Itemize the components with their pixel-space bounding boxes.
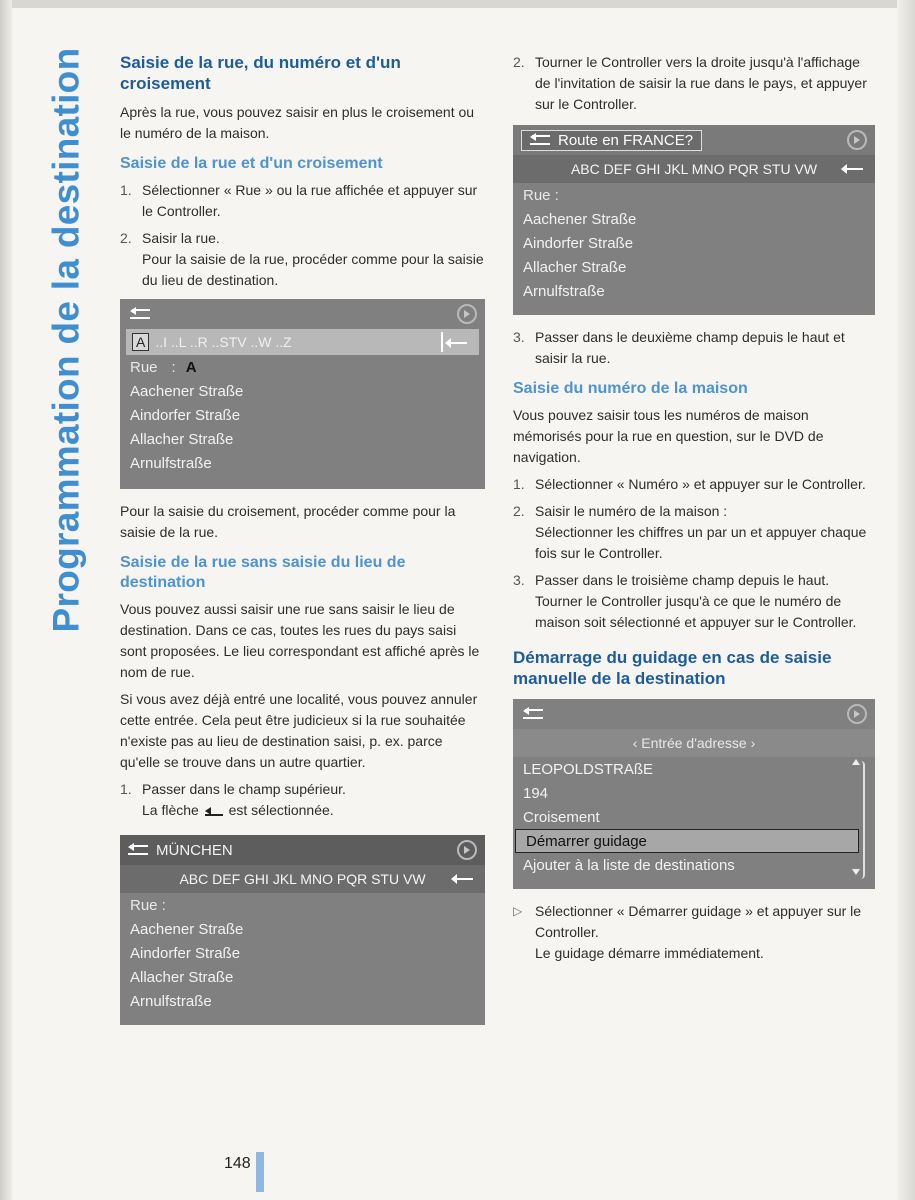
step-item: [120, 180, 485, 222]
street-option[interactable]: Aachener Straße: [523, 210, 637, 228]
section-heading-street-number: Saisie de la rue, du numéro et d'un croisement: [120, 53, 401, 93]
address-crossing[interactable]: Croisement: [523, 808, 600, 826]
street-option[interactable]: Arnulfstraße: [523, 282, 605, 300]
street-option[interactable]: Arnulfstraße: [130, 454, 212, 472]
street-option[interactable]: Arnulfstraße: [130, 992, 212, 1010]
step-item: [120, 779, 485, 821]
left-column: [120, 52, 485, 1037]
step-item: [120, 228, 485, 291]
street-option[interactable]: Allacher Straße: [523, 258, 627, 276]
typed-text: A: [185, 358, 197, 376]
step-text: Saisir le numéro de la maison :: [535, 503, 728, 519]
step-text: Pour la saisie de la rue, procéder comme pour la saisie du lieu de destination.: [142, 251, 484, 288]
alphabet-speller-row[interactable]: [126, 329, 479, 355]
page-tab-marker: [256, 1152, 264, 1192]
screen-route-france: [513, 125, 875, 315]
step-text: La flèche: [142, 802, 199, 818]
cursor-bar: [441, 332, 443, 352]
step-number: 1.: [120, 781, 132, 797]
step-item: [513, 501, 875, 564]
back-arrow-icon[interactable]: [128, 843, 148, 857]
step-text: Sélectionner « Rue » ou la rue affichée et appuyer sur le Controller.: [142, 182, 478, 219]
alphabet-groups[interactable]: ABC DEF GHI JKL MNO PQR STU VW: [179, 871, 426, 887]
controller-knob-icon: [847, 130, 867, 150]
side-chapter-title: [40, 40, 92, 640]
step-text: est sélectionnée.: [228, 802, 334, 818]
scrollbar[interactable]: [861, 761, 865, 879]
triangle-marker-icon: ▷: [513, 904, 523, 918]
screen-street-entry: [120, 299, 485, 489]
crossing-note: Pour la saisie du croisement, procéder comme pour la saisie de la rue.: [120, 503, 456, 540]
add-to-destinations-option[interactable]: Ajouter à la liste de destinations: [523, 856, 735, 874]
address-street[interactable]: LEOPOLDSTRAßE: [523, 760, 654, 778]
paragraph-all-streets: Vous pouvez aussi saisir une rue sans saisir le lieu de destination. Dans ce cas, toutes les rues du pays saisi sont proposées. Le lieu correspondant est affiché après le nom de rue.: [120, 601, 480, 680]
backspace-icon[interactable]: [841, 163, 863, 175]
step-text: Sélectionner « Démarrer guidage » et appuyer sur le Controller.: [535, 903, 862, 940]
address-entry-list: [513, 757, 875, 877]
step-text: Passer dans le deuxième champ depuis le haut et saisir la rue.: [535, 329, 845, 366]
subheading-house-number: Saisie du numéro de la maison: [513, 380, 748, 397]
screen-munich-street: [120, 835, 485, 1025]
scroll-up-icon[interactable]: [852, 759, 860, 765]
step-number: 3.: [513, 329, 525, 345]
step-text: Passer dans le troisième champ depuis le haut. Tourner le Controller jusqu'à ce que le numéro de maison soit sélectionné et appuyer sur le Controller.: [535, 572, 857, 630]
street-option[interactable]: Aachener Straße: [130, 382, 244, 400]
controller-knob-icon: [457, 840, 477, 860]
step-number: 3.: [513, 572, 525, 588]
step-item: [513, 52, 875, 115]
step-item: [513, 570, 875, 633]
street-field[interactable]: [120, 355, 485, 379]
backspace-icon[interactable]: [451, 873, 473, 885]
step-text: Tourner le Controller vers la droite jusqu'à l'affichage de l'invitation de saisir la rue dans le pays, et appuyer sur le Controller.: [535, 54, 867, 112]
step-text: Sélectionner « Numéro » et appuyer sur le Controller.: [535, 476, 866, 492]
screen-top-bar: [513, 699, 875, 729]
street-label[interactable]: Rue :: [130, 896, 166, 914]
street-separator: :: [171, 358, 176, 376]
page-left-edge: [0, 0, 12, 1200]
subheading-street-crossing: Saisie de la rue et d'un croisement: [120, 155, 383, 172]
intro-paragraph: Après la rue, vous pouvez saisir en plus le croisement ou le numéro de la maison.: [120, 104, 475, 141]
selected-letter[interactable]: A: [132, 333, 149, 351]
street-option[interactable]: Aindorfer Straße: [130, 406, 241, 424]
back-arrow-icon[interactable]: [530, 133, 550, 147]
step-number: 2.: [513, 503, 525, 519]
paragraph-cancel-locality: Si vous avez déjà entré une localité, vous pouvez annuler cette entrée. Cela peut être judicieux si la rue souhaitée n'existe pas au lieu de destination saisi, p. ex. parce qu'elle se trouve dans un autre quartier.: [120, 691, 478, 770]
country-prompt[interactable]: [521, 130, 702, 151]
screen-top-bar: [120, 299, 485, 329]
step-text: Sélectionner les chiffres un par un et appuyer chaque fois sur le Controller.: [535, 524, 867, 561]
street-option[interactable]: Allacher Straße: [130, 430, 234, 448]
screen-address-entry: [513, 699, 875, 889]
step-number: 2.: [513, 54, 525, 70]
step-number: 2.: [120, 230, 132, 246]
side-chapter-title-text: Programmation de la destination: [45, 47, 87, 633]
street-option[interactable]: Aachener Straße: [130, 920, 244, 938]
scroll-down-icon[interactable]: [852, 869, 860, 875]
alphabet-speller-row[interactable]: [513, 155, 875, 183]
page-number: 148: [224, 1155, 251, 1172]
screen-title-bar: [120, 835, 485, 865]
step-item: [513, 327, 875, 369]
backspace-icon[interactable]: [445, 337, 467, 349]
controller-knob-icon: [457, 304, 477, 324]
page-top-edge: [0, 0, 915, 8]
address-number[interactable]: 194: [523, 784, 549, 802]
section-heading-start-guidance: Démarrage du guidage en cas de saisie manuelle de la destination: [513, 648, 832, 688]
right-column: [513, 52, 875, 970]
step-text: Saisir la rue.: [142, 230, 220, 246]
step-item: [513, 474, 875, 495]
country-prompt-text[interactable]: Route en FRANCE?: [558, 131, 694, 149]
back-arrow-icon[interactable]: [130, 307, 150, 321]
alphabet-groups[interactable]: ..I ..L ..R ..STV ..W ..Z: [155, 334, 292, 350]
street-label[interactable]: Rue :: [523, 186, 559, 204]
alphabet-speller-row[interactable]: [120, 865, 485, 893]
paragraph-house-number: Vous pouvez saisir tous les numéros de maison mémorisés pour la rue en question, sur le DVD de navigation.: [513, 407, 824, 465]
alphabet-groups[interactable]: ABC DEF GHI JKL MNO PQR STU VW: [570, 161, 818, 177]
step-text: Le guidage démarre immédiatement.: [535, 945, 764, 961]
screen-title-bar: [513, 125, 875, 155]
destination-title[interactable]: MÜNCHEN: [156, 841, 233, 859]
controller-knob-icon: [847, 704, 867, 724]
street-label: Rue: [130, 358, 158, 376]
step-text: Passer dans le champ supérieur.: [142, 781, 346, 797]
result-step: [513, 901, 875, 964]
subheading-street-without-destination: Saisie de la rue sans saisie du lieu de destination: [120, 554, 406, 591]
back-arrow-icon[interactable]: [523, 707, 543, 721]
address-entry-header[interactable]: ‹ Entrée d'adresse ›: [513, 729, 875, 757]
street-option[interactable]: Aindorfer Straße: [130, 944, 241, 962]
page-right-edge: [897, 0, 915, 1200]
back-arrow-icon: [205, 805, 223, 816]
street-option[interactable]: Allacher Straße: [130, 968, 234, 986]
start-guidance-option[interactable]: Démarrer guidage: [515, 829, 859, 853]
step-number: 1.: [120, 182, 132, 198]
street-option[interactable]: Aindorfer Straße: [523, 234, 634, 252]
step-number: 1.: [513, 476, 525, 492]
